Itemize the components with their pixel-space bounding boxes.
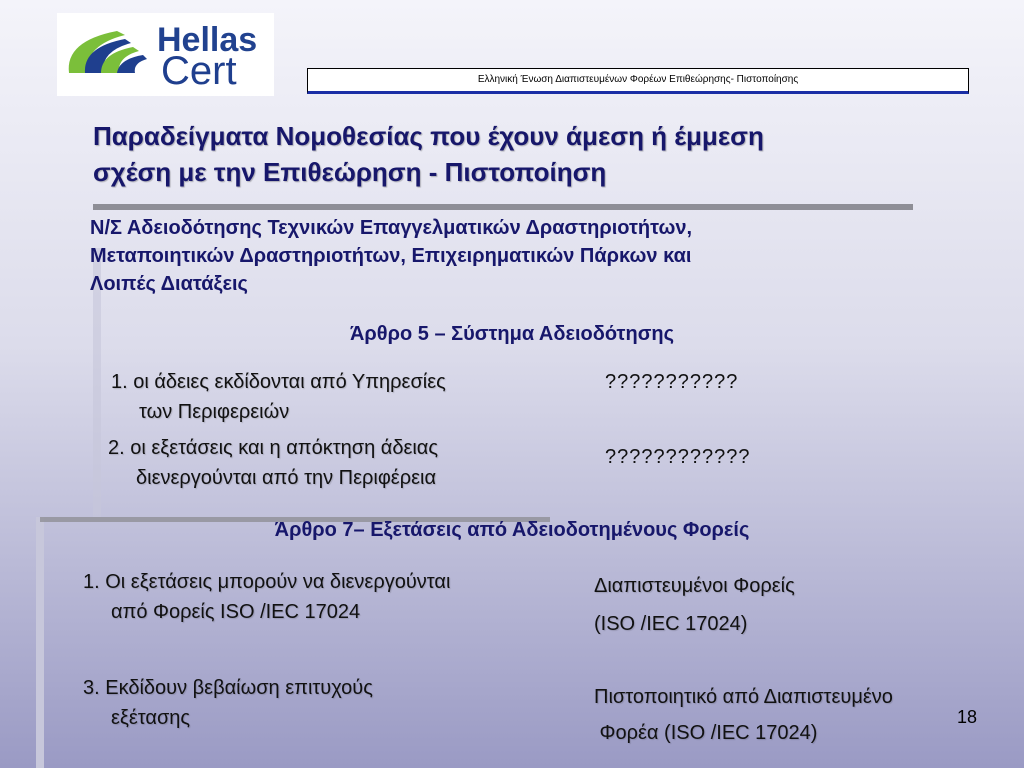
header-banner [307, 68, 969, 94]
hellascert-logo [57, 13, 274, 96]
law-subtitle [90, 214, 920, 298]
article-5-item-1-line-1: 1. οι άδειες εκδίδονται από Υπηρεσίες [111, 371, 446, 393]
article-7-item-2-line-2: εξέτασης [111, 707, 191, 729]
law-subtitle-line-2: Μεταποιητικών Δραστηριοτήτων, Επιχειρηματικών Πάρκων και [90, 245, 692, 267]
article-7-item-1-note [594, 567, 795, 643]
article-7-heading: Άρθρο 7– Εξετάσεις από Αδειοδοτημένους Φορείς [274, 519, 750, 541]
logo-text-hellas: Hellas [157, 21, 258, 59]
law-subtitle-line-3: Λοιπές Διατάξεις [90, 273, 248, 295]
article-7-item-2-note-line-2: Φορέα (ISO /IEC 17024) [594, 722, 818, 744]
article-5-item-2-line-2: διενεργούνται από την Περιφέρεια [136, 467, 437, 489]
article-7-item-1-note-line-2: (ISO /IEC 17024) [594, 613, 748, 635]
article-7-item-2-note-line-1: Πιστοποιητικό από Διαπιστευμένο [594, 686, 893, 708]
article-5-item-1 [111, 367, 446, 427]
article-5-heading: Άρθρο 5 – Σύστημα Αδειοδότησης [349, 323, 674, 345]
slide-title-line-2: σχέση με την Επιθεώρηση - Πιστοποίηση [93, 157, 607, 187]
logo-text-cert: Cert [161, 49, 237, 93]
page-number: 18 [957, 707, 978, 727]
article-7-item-1-line-1: 1. Οι εξετάσεις μπορούν να διενεργούνται [83, 571, 451, 593]
decorative-horizontal-line-top [93, 204, 913, 210]
article-5-item-2-line-1: 2. οι εξετάσεις και η απόκτηση άδειας [108, 437, 439, 459]
law-subtitle-line-1: Ν/Σ Αδειοδότησης Τεχνικών Επαγγελματικών Δραστηριοτήτων, [90, 217, 693, 239]
article-5-item-2-note: ???????????? [605, 446, 751, 468]
slide-title [93, 118, 953, 190]
article-7-item-2-note [594, 679, 893, 751]
decorative-vertical-line-left [36, 517, 44, 768]
article-7-item-1-note-line-1: Διαπιστευμένοι Φορείς [594, 575, 795, 597]
article-5-item-2 [108, 433, 438, 493]
header-banner-text: Ελληνική Ένωση Διαπιστευμένων Φορέων Επιθεώρησης- Πιστοποίησης [477, 74, 799, 85]
article-7-item-1 [83, 567, 450, 627]
slide-title-line-1: Παραδείγματα Νομοθεσίας που έχουν άμεση ή έμμεση [93, 121, 764, 151]
article-5-item-1-note: ??????????? [605, 371, 739, 393]
article-7-item-1-line-2: από Φορείς ISO /IEC 17024 [111, 601, 361, 623]
article-7-item-2-line-1: 3. Εκδίδουν βεβαίωση επιτυχούς [83, 677, 373, 699]
article-5-item-1-line-2: των Περιφερειών [139, 401, 290, 423]
article-7-item-2 [83, 673, 373, 733]
